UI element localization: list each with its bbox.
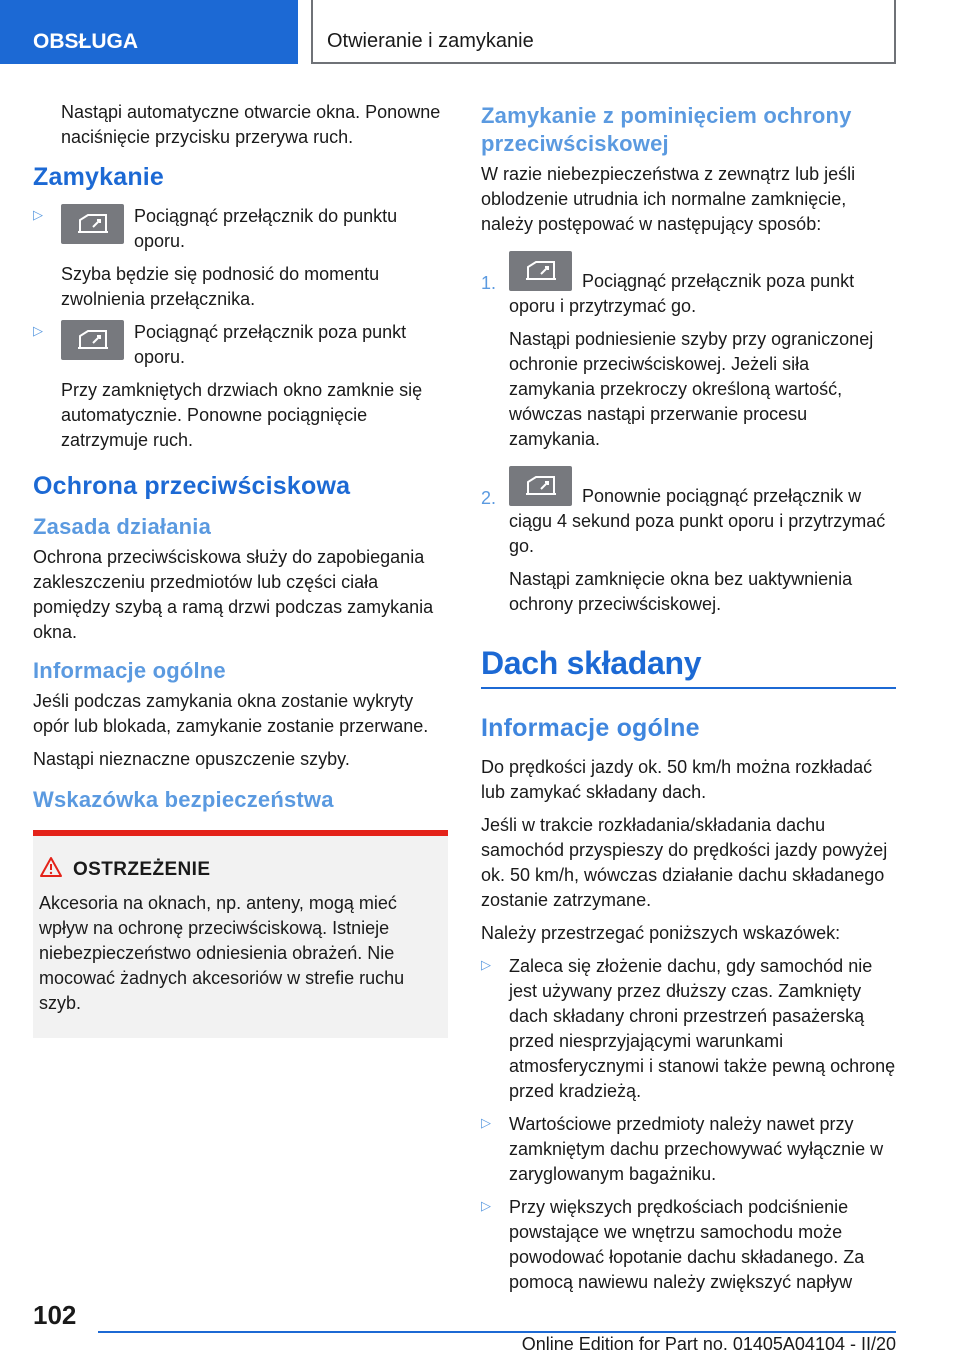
chapter-tab (311, 0, 896, 64)
window-switch-icon (61, 320, 124, 360)
bullet-text: Zaleca się złożenie dachu, gdy samochód nie jest używany przez dłuższy czas. Zamknięty dach składany chroni przestrzeń pasażerską przed niesprzyjającymi warunkami atmosferycznymi i stanowi także pewną ochronę przed kradzieżą. (509, 956, 896, 1101)
footer-divider (98, 1331, 896, 1333)
heading-pominiecie: Zamykanie z pominięciem ochrony przeciwściskowej (481, 103, 852, 156)
bullet-text: Przy większych prędkościach podciśnienie powstające we wnętrzu samochodu może powodować łopotanie dachu składanego. Za pomocą nawiewu należy zwiększyć napływ (509, 1197, 865, 1292)
window-switch-icon (509, 251, 572, 291)
step2-action: Ponownie pociągnąć przełącznik w ciągu 4 sekund poza punkt oporu i przytrzymać go. (509, 486, 886, 556)
pominiecie-text: W razie niebezpieczeństwa z zewnątrz lub jeśli oblodzenie utrudnia ich normalne zamknięcie, należy postępować w następujący sposób: (481, 164, 856, 234)
right-column (481, 100, 896, 1303)
step1-note: Nastąpi podniesienie szyby przy ograniczonej ochronie przeciwściskowej. Jeżeli siła zamykania przekroczy określoną wartość, wówczas nastąpi przerwanie procesu zamykania. (509, 329, 874, 449)
item1-note: Szyba będzie się podnosić do momentu zwolnienia przełącznika. (61, 264, 380, 309)
heading-zasada: Zasada działania (33, 514, 212, 539)
bullet-triangle-icon: ▷ (481, 1198, 491, 1213)
heading-informacje: Informacje ogólne (33, 658, 226, 683)
list-item (481, 954, 896, 1104)
bullet-triangle-icon: ▷ (481, 1115, 491, 1130)
list-item (481, 1195, 896, 1295)
page-number: 102 (33, 1300, 77, 1330)
warning-triangle-icon (39, 856, 63, 883)
heading-zamykanie: Zamykanie (33, 163, 165, 191)
heading-dach: Dach składany (481, 641, 896, 689)
list-item (481, 1112, 896, 1187)
list-item (33, 204, 448, 312)
section-tab (0, 0, 298, 64)
warning-title: OSTRZEŻENIE (73, 858, 211, 880)
heading-wskazowka: Wskazówka bezpieczeństwa (33, 787, 334, 812)
heading-informacje-2: Informacje ogólne (481, 714, 700, 742)
section-title: OBSŁUGA (33, 30, 138, 53)
numbered-step-2 (481, 466, 896, 617)
numbered-step-1 (481, 251, 896, 452)
item2-action: Pociągnąć przełącznik poza punkt oporu. (134, 322, 407, 367)
window-switch-icon (61, 204, 124, 244)
step1-action: Pociągnąć przełącznik poza punkt oporu i przytrzymać go. (509, 271, 855, 316)
list-item (33, 320, 448, 453)
step-number: 1. (481, 273, 497, 293)
bullet-triangle-icon: ▷ (33, 323, 43, 338)
dach-text-3: Należy przestrzegać poniższych wskazówek: (481, 923, 841, 943)
dach-text-2: Jeśli w trakcie rozkładania/składania dachu samochód przyspieszy do prędkości jazdy powyżej ok. 50 km/h, wówczas działanie dachu składanego zostanie zatrzymane. (481, 815, 888, 910)
step2-note: Nastąpi zamknięcie okna bez uaktywnienia ochrony przeciwściskowej. (509, 569, 853, 614)
info-text-1: Jeśli podczas zamykania okna zostanie wykryty opór lub blokada, zamykanie zostanie przerwane. (33, 691, 429, 736)
dach-text-1: Do prędkości jazdy ok. 50 km/h można rozkładać lub zamykać składany dach. (481, 757, 873, 802)
left-column (33, 100, 448, 1038)
chapter-title: Otwieranie i zamykanie (327, 30, 534, 52)
info-text-2: Nastąpi nieznaczne opuszczenie szyby. (33, 749, 350, 769)
heading-ochrona: Ochrona przeciwściskowa (33, 472, 351, 500)
warning-text: Akcesoria na oknach, np. anteny, mogą mieć wpływ na ochronę przeciwściskową. Istnieje niebezpieczeństwo odniesienia obrażeń. Nie mocować żadnych akcesoriów w strefie ruchu szyb. (39, 893, 405, 1013)
step-number: 2. (481, 488, 497, 508)
zasada-text: Ochrona przeciwściskowa służy do zapobiegania zakleszczeniu przedmiotów lub części ciała pomiędzy szybą a ramą drzwi podczas zamykania okna. (33, 547, 434, 642)
item2-note: Przy zamkniętych drzwiach okno zamknie się automatycznie. Ponowne pociągnięcie zatrzymuje ruch. (61, 380, 423, 450)
bullet-triangle-icon: ▷ (481, 957, 491, 972)
warning-box (33, 830, 448, 1038)
bullet-text: Wartościowe przedmioty należy nawet przy zamkniętym dachu przechowywać wyłącznie w zaryglowanym bagażniku. (509, 1114, 884, 1184)
item1-action: Pociągnąć przełącznik do punktu oporu. (134, 206, 398, 251)
bullet-triangle-icon: ▷ (33, 207, 43, 222)
edition-note: Online Edition for Part no. 01405A04104 - II/20 (521, 1334, 896, 1354)
window-switch-icon (509, 466, 572, 506)
intro-text: Nastąpi automatyczne otwarcie okna. Ponowne naciśnięcie przycisku przerywa ruch. (61, 102, 441, 147)
